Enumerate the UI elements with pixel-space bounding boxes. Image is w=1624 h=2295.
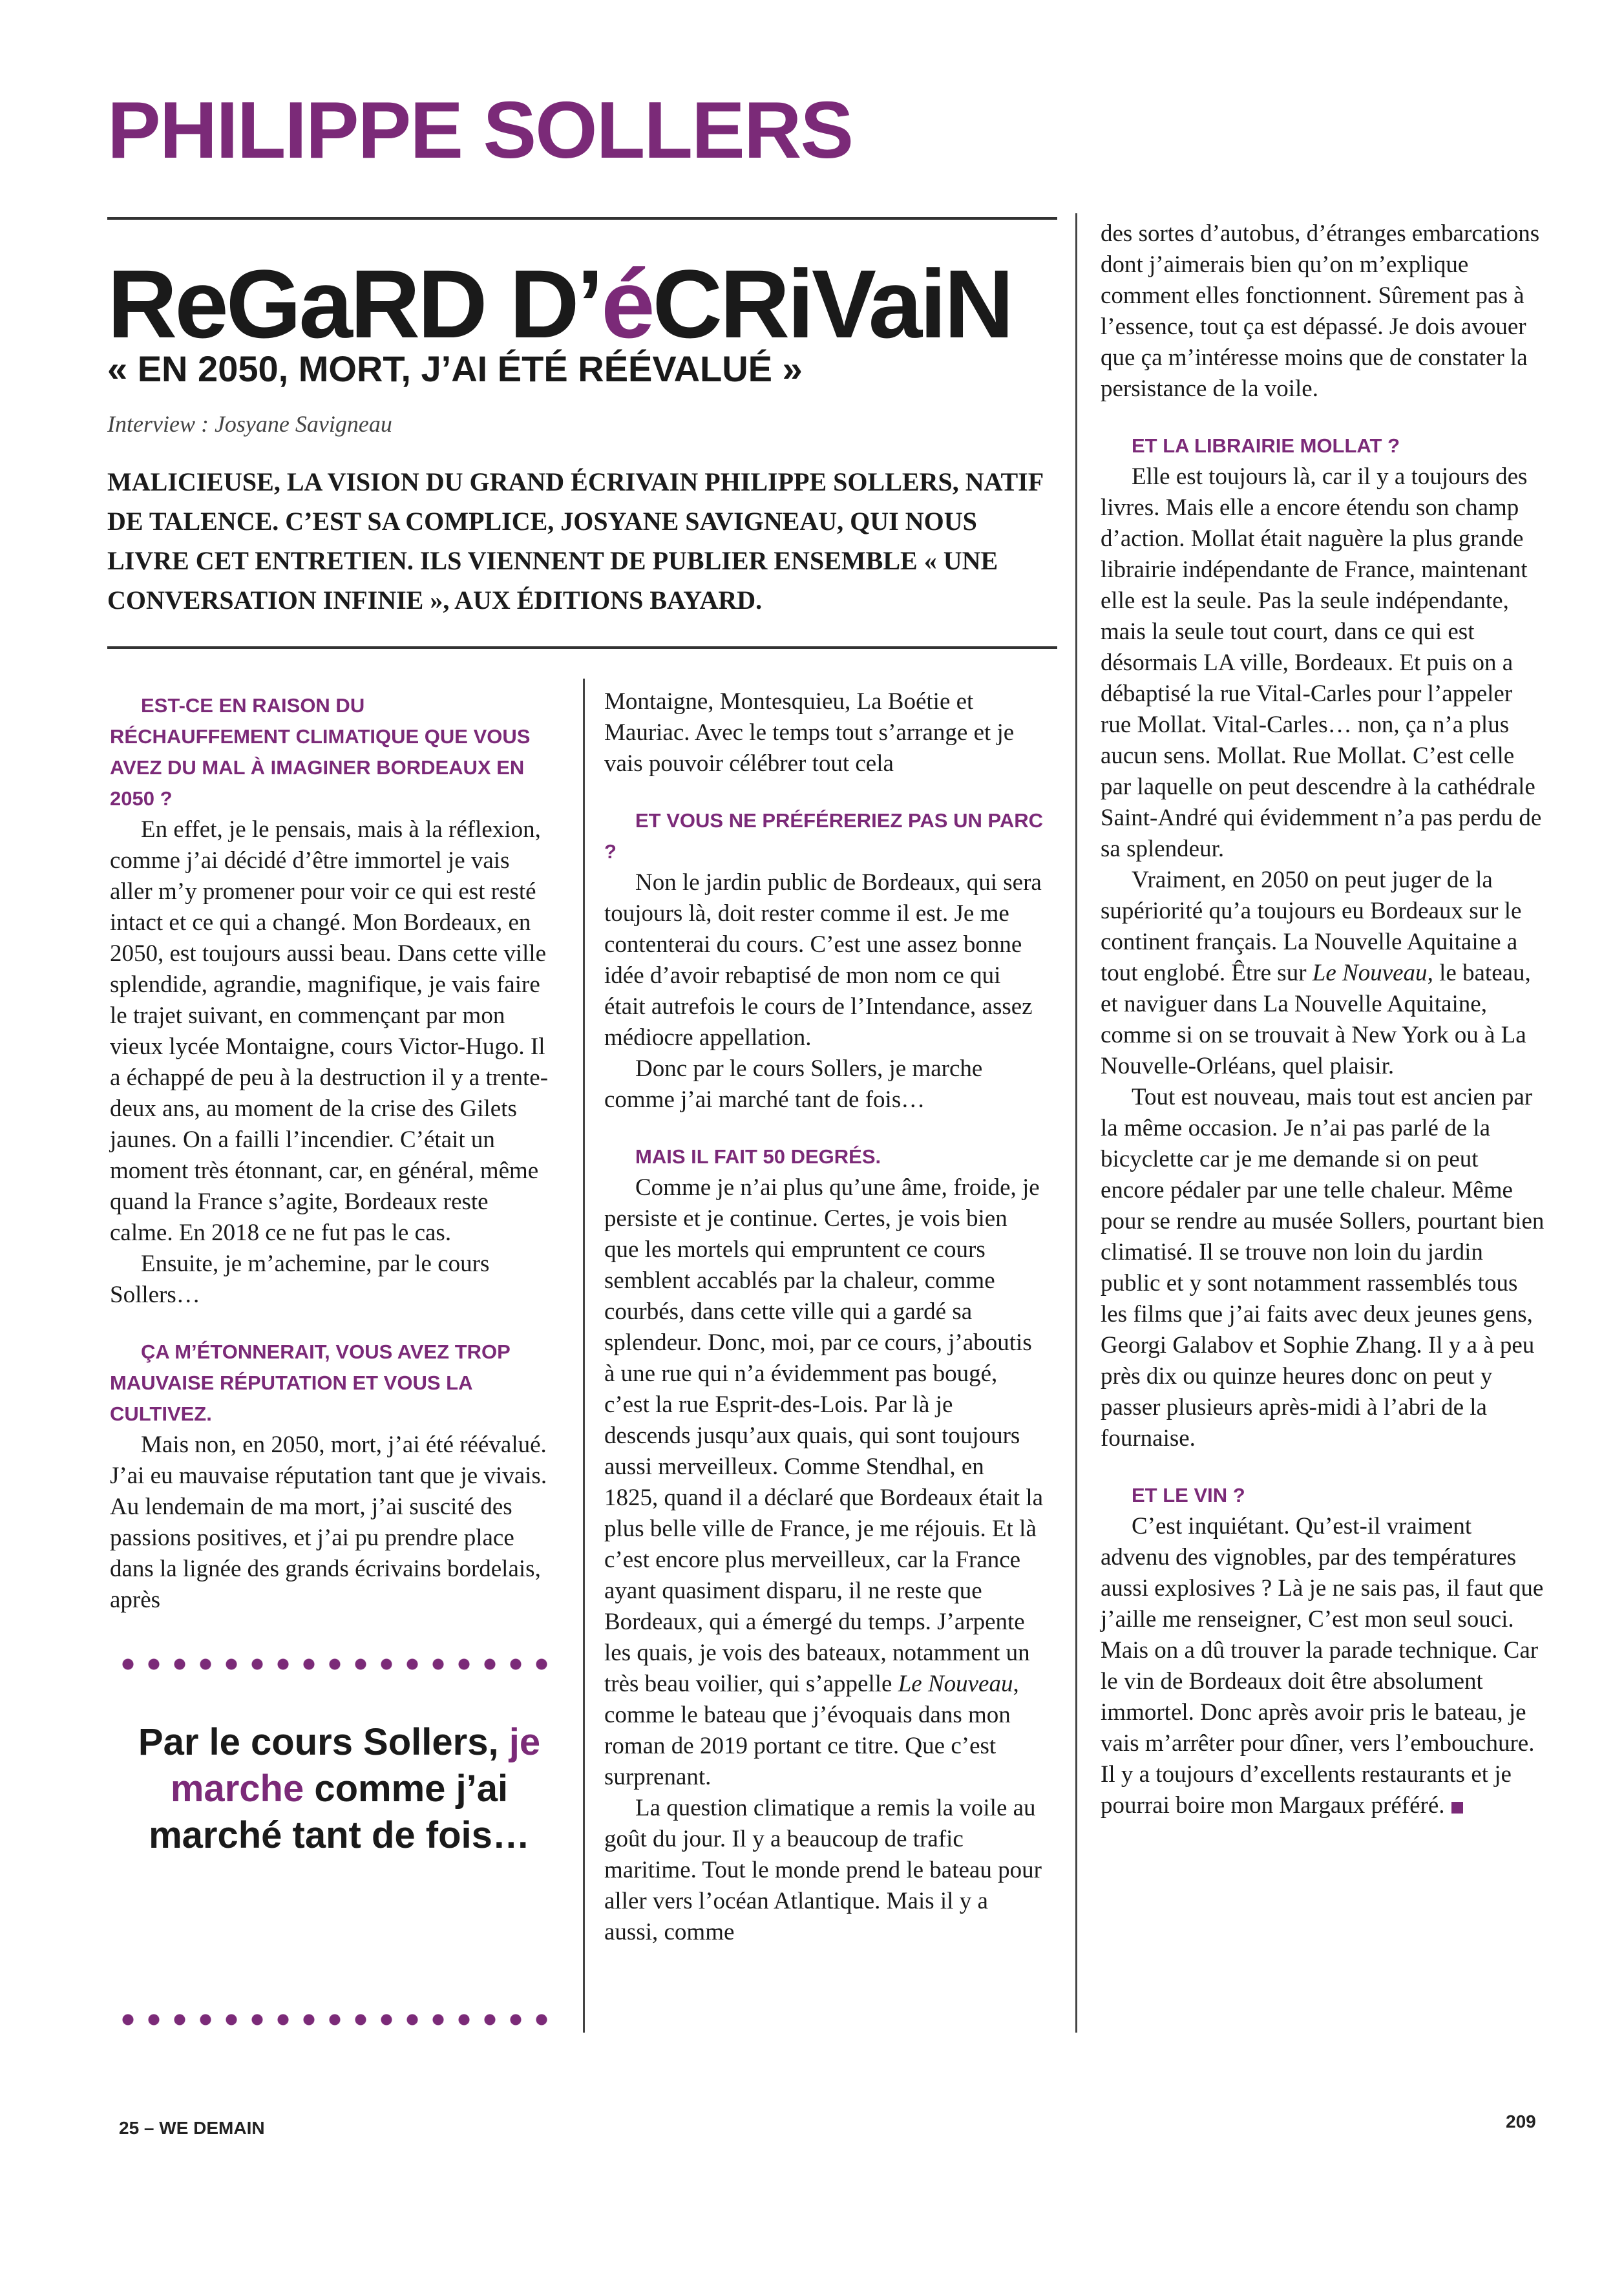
answer-5-paragraph-2 (1101, 865, 1546, 1082)
end-mark-icon (1451, 1802, 1463, 1814)
question-1: EST-CE EN RAISON DU RÉCHAUFFEMENT CLIMATIQUE QUE VOUS AVEZ DU MAL À IMAGINER BORDEAUX EN 2050 ? (110, 694, 531, 810)
pullquote-dots-top (115, 1658, 554, 1671)
pullquote (116, 1719, 562, 1859)
pullquote-dots-bottom (115, 2013, 554, 2026)
answer-3-paragraph-2: Donc par le cours Sollers, je marche comme j’ai marché tant de fois… (604, 1055, 983, 1113)
section-title-accent: é (601, 249, 653, 358)
answer-5-paragraph-1: Elle est toujours là, car il y a toujours des livres. Mais elle a encore étendu son champ d’action. Mollat était naguère la plus grande librairie indépendante de France, maintenant elle est la seule. Pas la seule indépendante, mais la seule tout court, dans ce qui est désormais LA ville, Bordeaux. Et puis on a débaptisé la rue Vital-Carles pour l’appeler rue Mollat. Vital-Carles… non, ça n’a plus aucun sens. Mollat. Rue Mollat. C’est celle par laquelle on peut descendre à la cathédrale Saint-André qui évidemment n’a pas perdu de sa splendeur. (1101, 463, 1542, 862)
question-3: ET VOUS NE PRÉFÉRERIEZ PAS UN PARC ? (604, 809, 1043, 863)
pullquote-highlight: je marche (170, 1721, 541, 1810)
byline: Interview : Josyane Savigneau (107, 411, 392, 437)
pullquote-text-2: comme j’ai marché tant de fois… (149, 1768, 530, 1856)
intro-text: MALICIEUSE, LA VISION DU GRAND ÉCRIVAIN PHILIPPE SOLLERS, NATIF DE TALENCE. C’EST SA COMPLICE, JOSYANE SAVIGNEAU, QUI NOUS LIVRE CET ENTRETIEN. ILS VIENNENT DE PUBLIER ENSEMBLE « UNE CONVERSATION INFINIE », AUX ÉDITIONS BAYARD. (107, 467, 1043, 615)
footer-page-number: 209 (1506, 2111, 1536, 2131)
column-2 (604, 686, 1044, 1948)
top-rule (107, 217, 1057, 220)
answer-4-tail: , comme le bateau que j’évoquais dans mon roman de 2019 portant ce titre. Que c’est surprenant. (604, 1671, 1019, 1790)
column-divider-2 (1075, 213, 1077, 2033)
question-4: MAIS IL FAIT 50 DEGRÉS. (635, 1145, 881, 1168)
answer-5-text: Vraiment, en 2050 on peut juger de la supériorité qu’a toujours eu Bordeaux sur le continent français. La Nouvelle Aquitaine a tout englobé. Être sur (1101, 867, 1522, 986)
answer-1-paragraph-1: En effet, je le pensais, mais à la réflexion, comme j’ai décidé d’être immortel je vais aller m’y promener pour voir ce qui est resté intact et ce qui a changé. Mon Bordeaux, en 2050, est toujours aussi beau. Dans cette ville splendide, agrandie, magnifique, je vais faire le trajet suivant, en commençant par mon vieux lycée Montaigne, cours Victor-Hugo. Il a échappé de peu à la destruction il y a trente-deux ans, au moment de la crise des Gilets jaunes. On a failli l’incendier. C’était un moment très étonnant, car, en général, même quand la France s’agite, Bordeaux reste calme. En 2018 ce ne fut pas le cas. (110, 816, 549, 1246)
column-1 (110, 690, 549, 1616)
headline: « EN 2050, MORT, J’AI ÉTÉ RÉÉVALUÉ » (107, 348, 803, 389)
question-5: ET LA LIBRAIRIE MOLLAT ? (1132, 434, 1400, 457)
question-6: ET LE VIN ? (1132, 1484, 1245, 1507)
column-2-continuation: Montaigne, Montesquieu, La Boétie et Mauriac. Avec le temps tout s’arrange et je vais pouvoir célébrer tout cela (604, 688, 1015, 777)
intro-rule (107, 646, 1057, 649)
answer-6-text: C’est inquiétant. Qu’est-il vraiment advenu des vignobles, par des températures aussi explosives ? Là je ne sais pas, il faut que j’aille me renseigner, C’est mon seul souci. Mais on a dû trouver la parade technique. Car le vin de Bordeaux doit être absolument immortel. Donc après avoir pris le bateau, je vais m’arrêter pour dîner, vers l’embouchure. Il y a toujours d’excellents restaurants et je pourrai boire mon Margaux préféré. (1101, 1513, 1544, 1819)
section-title-part1: ReGaRD D’ (107, 249, 602, 358)
column-3-continuation: des sortes d’autobus, d’étranges embarcations dont j’aimerais bien qu’on m’explique comment elles fonctionnent. Sûrement pas à l’essence, tout ça est dépassé. Je dois avouer que ça m’intéresse moins que de constater la persistance de la voile. (1101, 220, 1540, 402)
answer-4-paragraph-1 (604, 1172, 1044, 1793)
section-title (107, 249, 1012, 358)
answer-5-paragraph-3: Tout est nouveau, mais tout est ancien par la même occasion. Je n’ai pas parlé de la bicyclette car je me demande si on peut encore pédaler par une telle chaleur. Même pour se rendre au musée Sollers, pourtant bien climatisé. Il se trouve non loin du jardin public et y sont notamment rassemblés tous les films que j’ai faits avec deux jeunes gens, Georgi Galabov et Sophie Zhang. Il y a à peu près dix ou quinze heures donc on peut y passer plusieurs après-midi à l’abri de la fournaise. (1101, 1084, 1545, 1452)
answer-2-paragraph-1: Mais non, en 2050, mort, j’ai été réévalué. J’ai eu mauvaise réputation tant que je vivais. Au lendemain de ma mort, j’ai suscité des passions positives, et j’ai pu prendre place dans la lignée des grands écrivains bordelais, après (110, 1432, 547, 1613)
answer-5-tail: , le bateau, et naviguer dans La Nouvelle Aquitaine, comme si on se trouvait à New York ou à La Nouvelle-Orléans, quel plaisir. (1101, 960, 1531, 1079)
answer-6-paragraph-1 (1101, 1511, 1546, 1821)
answer-3-paragraph-1: Non le jardin public de Bordeaux, qui sera toujours là, doit rester comme il est. Je me contenterai du cours. C’est une assez bonne idée d’avoir rebaptisé de mon nom ce qui était autrefois le cours de l’Intendance, assez médiocre appellation. (604, 869, 1042, 1051)
column-3 (1101, 218, 1546, 1821)
pullquote-text-1: Par le cours Sollers, (138, 1721, 509, 1763)
author-name: PHILIPPE SOLLERS (107, 86, 853, 175)
footer-page-left: 25 – WE DEMAIN (119, 2118, 265, 2138)
answer-4-paragraph-2: La question climatique a remis la voile au goût du jour. Il y a beaucoup de trafic maritime. Tout le monde prend le bateau pour aller vers l’océan Atlantique. Mais il y a aussi, comme (604, 1795, 1042, 1945)
answer-4-text: Comme je n’ai plus qu’une âme, froide, je persiste et je continue. Certes, je vois bien que les mortels qui empruntent ce cours semblent accablés par la chaleur, comme courbés, dans cette ville qui a gardé sa splendeur. Donc, moi, par ce cours, j’aboutis à une rue qui n’a évidemment pas bougé, c’est la rue Esprit-des-Lois. Par là je descends jusqu’aux quais, qui sont toujours aussi merveilleux. Comme Stendhal, en 1825, quand il a déclaré que Bordeaux était la plus belle ville de France, je me réjouis. Et là c’est encore plus merveilleux, car la France ayant quasiment disparu, il ne reste que Bordeaux, qui a émergé du temps. J’arpente les quais, je vois des bateaux, notamment un très beau voilier, qui s’appelle (604, 1174, 1044, 1697)
boat-name-2: Le Nouveau (1312, 960, 1428, 986)
boat-name: Le Nouveau (898, 1671, 1013, 1697)
section-title-part2: CRiVaiN (652, 249, 1012, 358)
question-2: ÇA M’ÉTONNERAIT, VOUS AVEZ TROP MAUVAISE RÉPUTATION ET VOUS LA CULTIVEZ. (110, 1340, 511, 1425)
column-divider-1 (583, 679, 585, 2033)
answer-1-paragraph-2: Ensuite, je m’achemine, par le cours Sollers… (110, 1251, 490, 1308)
